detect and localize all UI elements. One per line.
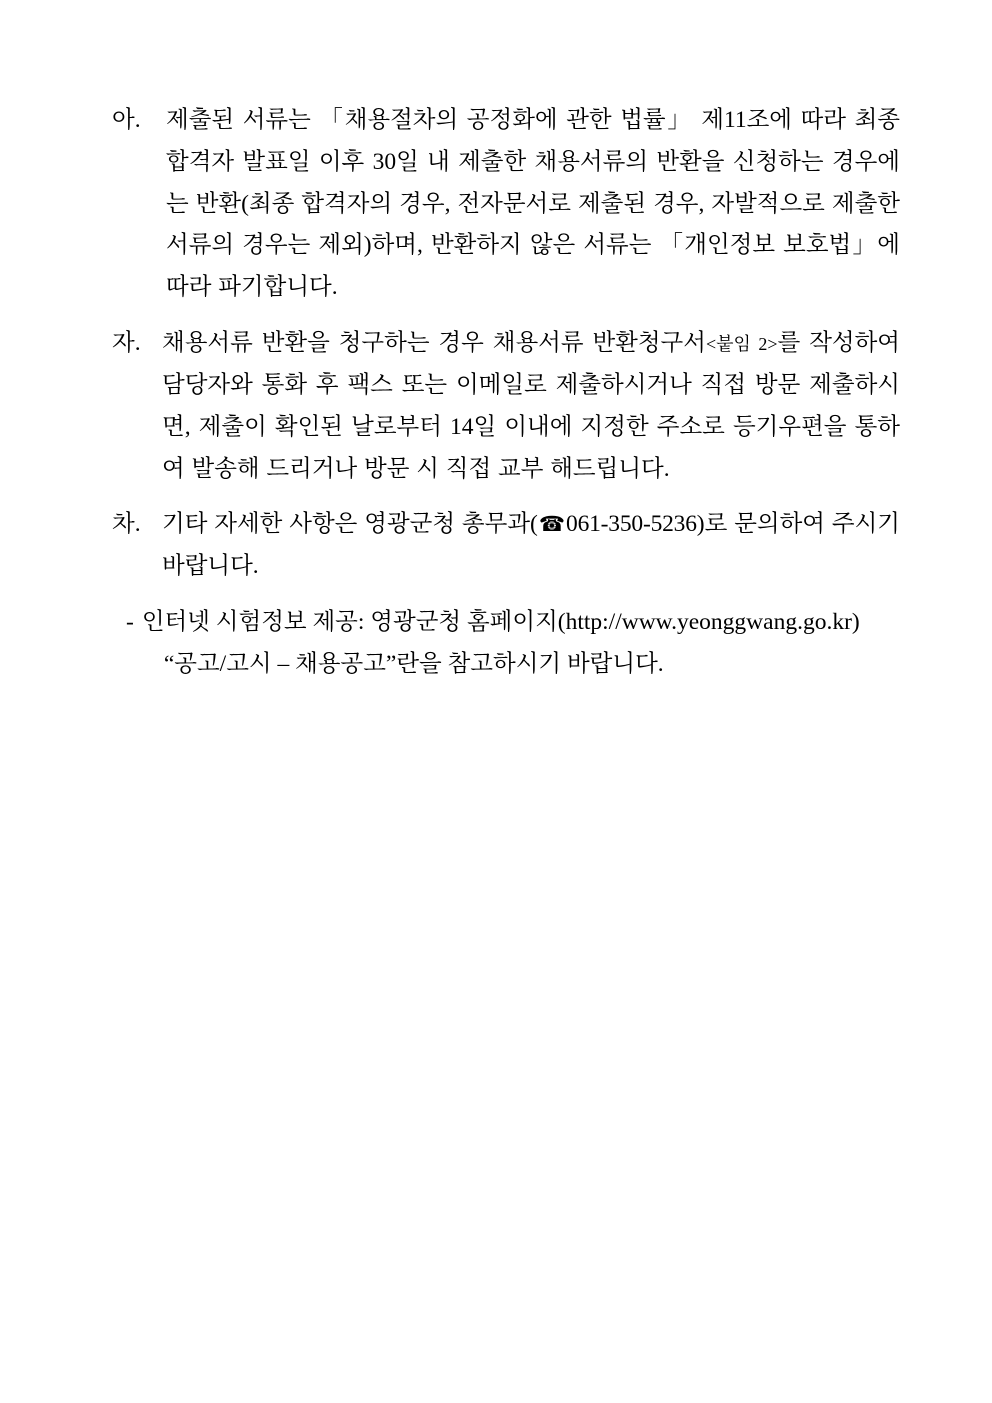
list-marker-cha: 차. (112, 511, 141, 538)
attachment-reference: <붙임 2> (705, 334, 778, 355)
list-text-ja (162, 323, 900, 490)
telephone-icon: ☎ (537, 512, 567, 537)
document-body (112, 100, 900, 686)
dash-note-line2: “공고/고시 – 채용공고”란을 참고하시기 바랍니다. (163, 650, 664, 677)
list-text-ja-part2: 를 작성하여 담당자와 통화 후 팩스 또는 이메일로 제출하시거나 직접 방문 제출하시면, 제출이 확인된 날로부터 14일 이내에 지정한 주소로 등기우편을 통하여 발송해 드리거나 방문 시 직접 교부 해드립니다. (162, 330, 901, 482)
list-text-cha (162, 504, 900, 588)
list-text-ja-part1: 채용서류 반환을 청구하는 경우 채용서류 반환청구서 (162, 330, 706, 357)
list-item-a (112, 100, 900, 309)
contact-phone-number: 061-350-5236 (566, 511, 697, 538)
dash-note (126, 602, 900, 686)
list-text-cha-part2: )로 문의하여 주시기 바랍니다. (162, 511, 900, 580)
dash-note-content (142, 602, 900, 686)
list-item-ja (112, 323, 900, 490)
list-marker-ja: 자. (112, 330, 141, 357)
list-marker-a: 아. (112, 107, 141, 133)
list-text-cha-part1: 기타 자세한 사항은 영광군청 총무과( (162, 511, 538, 538)
list-item-cha (112, 504, 900, 588)
dash-note-line1: 인터넷 시험정보 제공: 영광군청 홈페이지(http://www.yeonggwang.go.kr) (141, 609, 860, 636)
list-text-a: 제출된 서류는 「채용절차의 공정화에 관한 법률」 제11조에 따라 최종 합격자 발표일 이후 30일 내 제출한 채용서류의 반환을 신청하는 경우에는 반환(최종 합격자의 경우, 전자문서로 제출된 경우, 자발적으로 제출한 서류의 경우는 제외)하며, 반환하지 않은 서류는 「개인정보 보호법」에 따라 파기합니다. (166, 107, 900, 301)
dash-marker: - (126, 609, 134, 636)
